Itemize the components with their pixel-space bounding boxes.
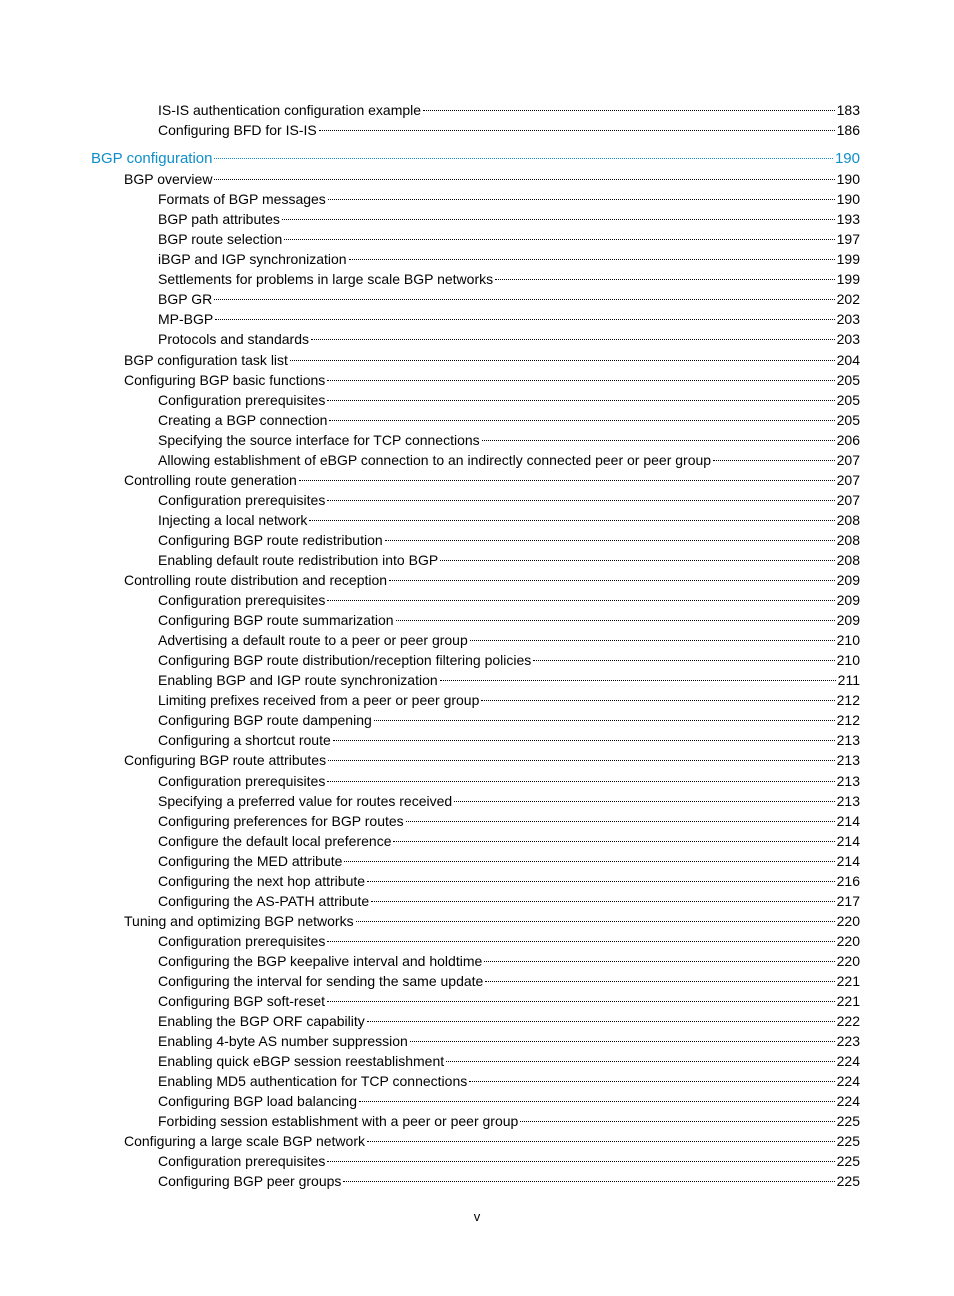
toc-entry-title: Configuring BGP route dampening bbox=[158, 712, 372, 729]
toc-entry-page: 210 bbox=[836, 652, 860, 669]
toc-entry-link[interactable] bbox=[0, 650, 954, 670]
toc-entry-title: Settlements for problems in large scale BGP networks bbox=[158, 271, 494, 288]
toc-entry-title: Configuring the MED attribute bbox=[158, 852, 343, 869]
toc-entry-title: Enabling the BGP ORF capability bbox=[158, 1013, 365, 1030]
toc-entry-page: 190 bbox=[834, 150, 860, 168]
toc-dot-leader bbox=[371, 901, 834, 902]
toc-entry-page: 202 bbox=[836, 291, 860, 308]
toc-entry-title: Configuration prerequisites bbox=[158, 772, 326, 789]
toc-entry-link[interactable] bbox=[0, 710, 954, 730]
toc-entry-link[interactable] bbox=[0, 430, 954, 450]
toc-dot-leader bbox=[333, 740, 835, 741]
toc-dot-leader bbox=[713, 460, 835, 461]
toc-entry-title: Enabling MD5 authentication for TCP connections bbox=[158, 1073, 468, 1090]
toc-entry-title: Configuring BGP route attributes bbox=[124, 752, 327, 769]
toc-entry-title: BGP GR bbox=[158, 291, 213, 308]
toc-entry-page: 186 bbox=[836, 122, 860, 139]
toc-dot-leader bbox=[327, 380, 834, 381]
toc-entry-link[interactable] bbox=[0, 911, 954, 931]
toc-entry-link[interactable] bbox=[0, 1131, 954, 1151]
toc-entry-link[interactable] bbox=[0, 169, 954, 189]
toc-entry-link[interactable] bbox=[0, 730, 954, 750]
toc-entry-page: 225 bbox=[836, 1153, 860, 1170]
toc-entry-link[interactable] bbox=[0, 470, 954, 490]
toc-dot-leader bbox=[282, 219, 835, 220]
toc-entry-link[interactable] bbox=[0, 249, 954, 269]
toc-entry-link[interactable] bbox=[0, 450, 954, 470]
toc-dot-leader bbox=[440, 680, 836, 681]
toc-entry-title: Configuration prerequisites bbox=[158, 592, 326, 609]
toc-entry-title: Configuring the next hop attribute bbox=[158, 872, 366, 889]
toc-dot-leader bbox=[284, 239, 834, 240]
toc-entry-page: 209 bbox=[836, 612, 860, 629]
toc-entry-page: 207 bbox=[836, 451, 860, 468]
toc-entry-page: 197 bbox=[836, 231, 860, 248]
toc-entry-link[interactable] bbox=[0, 991, 954, 1011]
toc-entry-title: Advertising a default route to a peer or peer group bbox=[158, 632, 468, 649]
table-of-contents bbox=[0, 100, 954, 1191]
toc-dot-leader bbox=[495, 279, 835, 280]
toc-dot-leader bbox=[484, 961, 834, 962]
toc-entry-page: 214 bbox=[836, 832, 860, 849]
toc-entry-title: Configuring BGP route distribution/reception filtering policies bbox=[158, 652, 532, 669]
toc-entry-title: BGP path attributes bbox=[158, 211, 280, 228]
toc-dot-leader bbox=[446, 1061, 835, 1062]
toc-dot-leader bbox=[389, 580, 835, 581]
toc-entry-page: 220 bbox=[836, 912, 860, 929]
toc-entry-title: Configuration prerequisites bbox=[158, 1153, 326, 1170]
toc-entry-page: 206 bbox=[836, 431, 860, 448]
toc-dot-leader bbox=[327, 500, 834, 501]
toc-entry-page: 213 bbox=[836, 752, 860, 769]
toc-entry-link[interactable] bbox=[0, 410, 954, 430]
toc-dot-leader bbox=[482, 440, 835, 441]
toc-dot-leader bbox=[344, 861, 834, 862]
toc-dot-leader bbox=[469, 1081, 834, 1082]
toc-dot-leader bbox=[406, 821, 835, 822]
toc-entry-title: Controlling route generation bbox=[124, 471, 297, 488]
toc-entry-page: 224 bbox=[836, 1053, 860, 1070]
toc-dot-leader bbox=[215, 319, 834, 320]
toc-entry-page: 204 bbox=[836, 351, 860, 368]
toc-entry-link[interactable] bbox=[0, 1011, 954, 1031]
toc-entry-page: 205 bbox=[836, 371, 860, 388]
toc-entry-page: 217 bbox=[836, 892, 860, 909]
toc-dot-leader bbox=[367, 1141, 835, 1142]
toc-entry-page: 209 bbox=[836, 572, 860, 589]
toc-entry-title: Configuring BGP basic functions bbox=[124, 371, 326, 388]
toc-entry-link[interactable] bbox=[0, 1091, 954, 1111]
toc-entry-page: 208 bbox=[836, 551, 860, 568]
toc-entry-page: 222 bbox=[836, 1013, 860, 1030]
toc-entry-title: Forbiding session establishment with a peer or peer group bbox=[158, 1113, 519, 1130]
toc-dot-leader bbox=[327, 941, 834, 942]
toc-dot-leader bbox=[214, 299, 834, 300]
toc-entry-link[interactable] bbox=[0, 1071, 954, 1091]
toc-entry-page: 225 bbox=[836, 1173, 860, 1190]
toc-dot-leader bbox=[290, 360, 835, 361]
toc-entry-title: Configuring preferences for BGP routes bbox=[158, 812, 404, 829]
toc-entry-title: Specifying a preferred value for routes received bbox=[158, 792, 453, 809]
toc-entry-page: 213 bbox=[836, 792, 860, 809]
toc-entry-page: 211 bbox=[837, 672, 860, 689]
toc-dot-leader bbox=[319, 130, 835, 131]
toc-dot-leader bbox=[470, 640, 835, 641]
toc-entry-page: 190 bbox=[836, 171, 860, 188]
toc-dot-leader bbox=[356, 921, 835, 922]
page-number: v bbox=[473, 1209, 481, 1224]
toc-entry-link[interactable] bbox=[0, 350, 954, 370]
toc-entry-page: 199 bbox=[836, 251, 860, 268]
toc-entry-title: BGP overview bbox=[124, 171, 213, 188]
toc-entry-title: Allowing establishment of eBGP connection to an indirectly connected peer or peer group bbox=[158, 451, 712, 468]
toc-entry-page: 208 bbox=[836, 531, 860, 548]
toc-entry-link[interactable] bbox=[0, 229, 954, 249]
toc-entry-link[interactable] bbox=[0, 750, 954, 770]
toc-chapter-link[interactable] bbox=[0, 140, 954, 169]
toc-entry-link[interactable] bbox=[0, 931, 954, 951]
toc-entry-page: 224 bbox=[836, 1093, 860, 1110]
toc-dot-leader bbox=[367, 881, 835, 882]
toc-entry-link[interactable] bbox=[0, 851, 954, 871]
toc-entry-link[interactable] bbox=[0, 771, 954, 791]
toc-entry-title: Configuration prerequisites bbox=[158, 391, 326, 408]
toc-entry-page: 214 bbox=[836, 852, 860, 869]
toc-dot-leader bbox=[329, 420, 834, 421]
toc-entry-link[interactable] bbox=[0, 590, 954, 610]
toc-dot-leader bbox=[385, 540, 835, 541]
toc-dot-leader bbox=[214, 179, 834, 180]
toc-entry-title: Configuring BGP peer groups bbox=[158, 1173, 342, 1190]
toc-dot-leader bbox=[454, 801, 834, 802]
toc-dot-leader bbox=[343, 1181, 834, 1182]
toc-entry-link[interactable] bbox=[0, 530, 954, 550]
toc-dot-leader bbox=[327, 781, 834, 782]
toc-entry-link[interactable] bbox=[0, 120, 954, 140]
toc-entry-link[interactable] bbox=[0, 871, 954, 891]
toc-entry-link[interactable] bbox=[0, 670, 954, 690]
toc-dot-leader bbox=[359, 1101, 835, 1102]
toc-entry-page: 225 bbox=[836, 1133, 860, 1150]
toc-entry-title: BGP route selection bbox=[158, 231, 283, 248]
toc-entry-page: 207 bbox=[836, 491, 860, 508]
toc-entry-title: Specifying the source interface for TCP connections bbox=[158, 431, 480, 448]
toc-entry-title: Limiting prefixes received from a peer or peer group bbox=[158, 692, 480, 709]
toc-entry-title: Configuring BGP load balancing bbox=[158, 1093, 357, 1110]
toc-entry-title: Configuration prerequisites bbox=[158, 491, 326, 508]
toc-entry-page: 221 bbox=[836, 972, 860, 989]
toc-entry-title: Configure the default local preference bbox=[158, 832, 392, 849]
toc-entry-title: IS-IS authentication configuration example bbox=[158, 102, 422, 118]
toc-dot-leader bbox=[328, 199, 835, 200]
toc-entry-link[interactable] bbox=[0, 269, 954, 289]
toc-dot-leader bbox=[309, 520, 834, 521]
toc-entry-title: Configuring the interval for sending the same update bbox=[158, 972, 484, 989]
toc-dot-leader bbox=[520, 1121, 834, 1122]
toc-dot-leader bbox=[533, 660, 834, 661]
toc-entry-link[interactable] bbox=[0, 370, 954, 390]
toc-entry-title: Enabling default route redistribution into BGP bbox=[158, 551, 439, 568]
toc-entry-page: 190 bbox=[836, 191, 860, 208]
toc-entry-title: Configuration prerequisites bbox=[158, 932, 326, 949]
toc-entry-title: Controlling route distribution and reception bbox=[124, 572, 388, 589]
toc-entry-link[interactable] bbox=[0, 100, 954, 120]
toc-dot-leader bbox=[327, 1161, 834, 1162]
toc-entry-link[interactable] bbox=[0, 309, 954, 329]
toc-entry-link[interactable] bbox=[0, 971, 954, 991]
toc-entry-title: Configuring BGP route summarization bbox=[158, 612, 394, 629]
toc-dot-leader bbox=[374, 720, 835, 721]
toc-entry-page: 203 bbox=[836, 331, 860, 348]
toc-dot-leader bbox=[299, 480, 835, 481]
toc-entry-title: Configuring BFD for IS-IS bbox=[158, 122, 317, 139]
toc-entry-title: BGP configuration task list bbox=[124, 351, 288, 368]
toc-entry-link[interactable] bbox=[0, 209, 954, 229]
toc-entry-link[interactable] bbox=[0, 1171, 954, 1191]
toc-entry-title: Enabling BGP and IGP route synchronization bbox=[158, 672, 438, 689]
toc-entry-page: 205 bbox=[836, 411, 860, 428]
toc-entry-link[interactable] bbox=[0, 630, 954, 650]
toc-entry-title: Protocols and standards bbox=[158, 331, 309, 348]
toc-entry-page: 212 bbox=[836, 692, 860, 709]
toc-entry-title: Configuring the BGP keepalive interval and holdtime bbox=[158, 952, 483, 969]
toc-entry-title: Tuning and optimizing BGP networks bbox=[124, 912, 354, 929]
toc-entry-link[interactable] bbox=[0, 510, 954, 530]
toc-entry-page: 207 bbox=[836, 471, 860, 488]
toc-entry-title: MP-BGP bbox=[158, 311, 214, 328]
toc-dot-leader bbox=[328, 760, 835, 761]
toc-entry-page: 199 bbox=[836, 271, 860, 288]
toc-entry-page: 214 bbox=[836, 812, 860, 829]
toc-dot-leader bbox=[481, 700, 834, 701]
toc-entry-page: 216 bbox=[836, 872, 860, 889]
toc-dot-leader bbox=[440, 560, 834, 561]
toc-entry-link[interactable] bbox=[0, 289, 954, 309]
toc-entry-page: 224 bbox=[836, 1073, 860, 1090]
toc-entry-page: 183 bbox=[836, 102, 860, 118]
toc-entry-title: Configuring a shortcut route bbox=[158, 732, 331, 749]
toc-entry-title: iBGP and IGP synchronization bbox=[158, 251, 347, 268]
toc-entry-link[interactable] bbox=[0, 490, 954, 510]
toc-entry-page: 225 bbox=[836, 1113, 860, 1130]
toc-entry-title: Formats of BGP messages bbox=[158, 191, 326, 208]
toc-dot-leader bbox=[327, 400, 834, 401]
toc-entry-link[interactable] bbox=[0, 1151, 954, 1171]
toc-entry-page: 208 bbox=[836, 511, 860, 528]
toc-dot-leader bbox=[327, 1001, 835, 1002]
toc-dot-leader bbox=[367, 1021, 835, 1022]
toc-entry-title: Enabling 4-byte AS number suppression bbox=[158, 1033, 408, 1050]
toc-entry-title: Creating a BGP connection bbox=[158, 411, 328, 428]
toc-entry-title: Configuring BGP soft-reset bbox=[158, 993, 326, 1010]
toc-entry-page: 209 bbox=[836, 592, 860, 609]
toc-entry-link[interactable] bbox=[0, 891, 954, 911]
toc-entry-page: 210 bbox=[836, 632, 860, 649]
toc-entry-page: 221 bbox=[836, 993, 860, 1010]
toc-dot-leader bbox=[410, 1041, 835, 1042]
toc-entry-link[interactable] bbox=[0, 570, 954, 590]
toc-dot-leader bbox=[396, 620, 835, 621]
toc-entry-page: 223 bbox=[836, 1033, 860, 1050]
toc-entry-title: BGP configuration bbox=[91, 150, 213, 168]
toc-dot-leader bbox=[214, 158, 833, 159]
toc-entry-page: 193 bbox=[836, 211, 860, 228]
toc-entry-link[interactable] bbox=[0, 1031, 954, 1051]
toc-entry-title: Enabling quick eBGP session reestablishment bbox=[158, 1053, 445, 1070]
toc-entry-link[interactable] bbox=[0, 791, 954, 811]
toc-entry-link[interactable] bbox=[0, 811, 954, 831]
toc-entry-link[interactable] bbox=[0, 329, 954, 349]
toc-entry-link[interactable] bbox=[0, 610, 954, 630]
toc-entry-page: 205 bbox=[836, 391, 860, 408]
toc-entry-link[interactable] bbox=[0, 390, 954, 410]
toc-entry-page: 213 bbox=[836, 772, 860, 789]
toc-entry-title: Configuring the AS-PATH attribute bbox=[158, 892, 370, 909]
toc-entry-link[interactable] bbox=[0, 690, 954, 710]
toc-entry-title: Configuring BGP route redistribution bbox=[158, 531, 383, 548]
toc-entry-page: 203 bbox=[836, 311, 860, 328]
toc-dot-leader bbox=[393, 841, 834, 842]
toc-entry-link[interactable] bbox=[0, 189, 954, 209]
toc-entry-link[interactable] bbox=[0, 1111, 954, 1131]
toc-dot-leader bbox=[423, 110, 835, 111]
toc-entry-link[interactable] bbox=[0, 550, 954, 570]
toc-dot-leader bbox=[349, 259, 835, 260]
toc-dot-leader bbox=[485, 981, 834, 982]
toc-entry-page: 212 bbox=[836, 712, 860, 729]
toc-entry-link[interactable] bbox=[0, 1051, 954, 1071]
toc-entry-page: 220 bbox=[836, 932, 860, 949]
toc-entry-link[interactable] bbox=[0, 951, 954, 971]
toc-entry-page: 220 bbox=[836, 952, 860, 969]
toc-entry-title: Configuring a large scale BGP network bbox=[124, 1133, 365, 1150]
toc-entry-link[interactable] bbox=[0, 831, 954, 851]
toc-dot-leader bbox=[327, 600, 834, 601]
toc-entry-page: 213 bbox=[836, 732, 860, 749]
toc-entry-title: Injecting a local network bbox=[158, 511, 308, 528]
toc-dot-leader bbox=[311, 339, 835, 340]
